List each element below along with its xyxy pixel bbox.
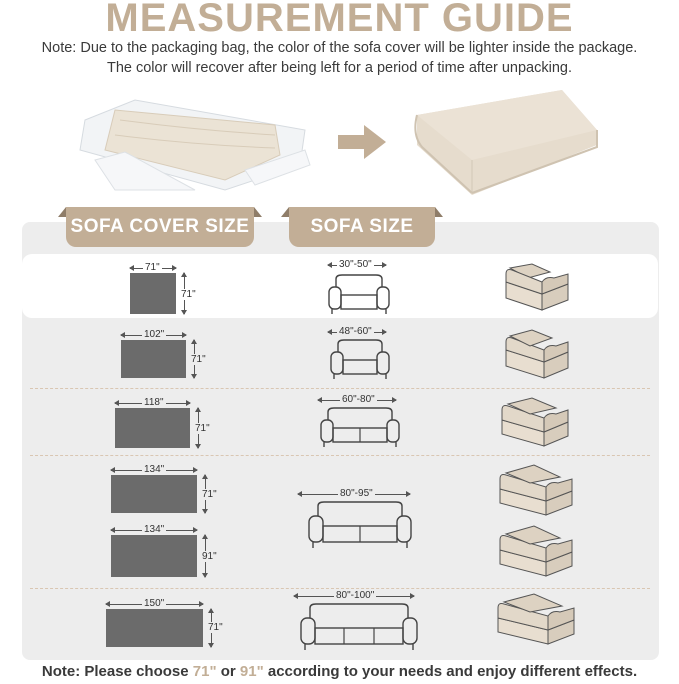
- folded-cover-image: [412, 85, 602, 200]
- covered-sofa-icon: [496, 524, 576, 578]
- long-sofa-outline-icon: [300, 602, 418, 652]
- cover-height-label: 71": [195, 423, 210, 434]
- packaged-cover-image: [75, 90, 315, 200]
- sofa-width-label: 30"-50": [339, 259, 372, 270]
- row-divider: [30, 388, 650, 389]
- cover-swatch: [130, 273, 176, 314]
- cover-swatch: [106, 609, 203, 647]
- loveseat-outline-icon: [320, 406, 400, 448]
- cover-swatch: [111, 535, 197, 577]
- footer-note: [0, 663, 679, 681]
- cover-width-label: 134": [144, 524, 165, 535]
- footer-note-prefix: Note: Please choose: [41, 663, 193, 680]
- cover-width-label: 118": [144, 397, 164, 408]
- option-91-highlight: 91": [239, 663, 264, 680]
- cover-width-label: 102": [144, 329, 165, 340]
- footer-note-mid: or: [216, 663, 240, 680]
- row-divider: [30, 588, 650, 589]
- sofa-width-label: 48"-60": [339, 326, 372, 337]
- cover-height-label: 91": [202, 551, 217, 562]
- cover-height-label: 71": [181, 289, 196, 300]
- row-divider: [30, 455, 650, 456]
- tab-sofa-cover-size: SOFA COVER SIZE: [66, 207, 254, 247]
- cover-width-label: 150": [144, 598, 165, 609]
- cover-swatch: [121, 340, 186, 378]
- covered-sofa-icon: [496, 463, 576, 517]
- loveseat-outline-icon: [330, 338, 390, 380]
- cover-height-label: 71": [208, 622, 223, 633]
- sofa-outline-icon: [308, 500, 412, 550]
- sofa-width-label: 60"-80": [342, 394, 375, 405]
- arrow-right-icon: [338, 125, 386, 159]
- packaging-note-line-1: Note: Due to the packaging bag, the color of the sofa cover will be lighter inside the package.: [41, 40, 638, 56]
- covered-long-sofa-icon: [494, 592, 578, 646]
- chair-outline-icon: [328, 273, 390, 315]
- cover-swatch: [115, 408, 190, 448]
- cover-swatch: [111, 475, 197, 513]
- covered-chair-icon: [502, 262, 572, 312]
- covered-loveseat-small-icon: [502, 328, 572, 380]
- cover-width-label: 71": [145, 262, 160, 273]
- cover-height-label: 71": [202, 489, 217, 500]
- cover-width-label: 134": [144, 464, 165, 475]
- tab-sofa-size: SOFA SIZE: [289, 207, 435, 247]
- packaging-note: [0, 38, 679, 78]
- page-title: MEASUREMENT GUIDE: [105, 0, 574, 40]
- footer-note-suffix: according to your needs and enjoy different effects.: [263, 663, 638, 680]
- sofa-width-label: 80"-95": [340, 488, 373, 499]
- sofa-width-label: 80"-100": [336, 590, 375, 601]
- option-71-highlight: 71": [192, 663, 217, 680]
- cover-height-label: 71": [191, 354, 206, 365]
- covered-loveseat-icon: [498, 396, 572, 448]
- packaging-note-line-2: The color will recover after being left for a period of time after unpacking.: [106, 60, 573, 76]
